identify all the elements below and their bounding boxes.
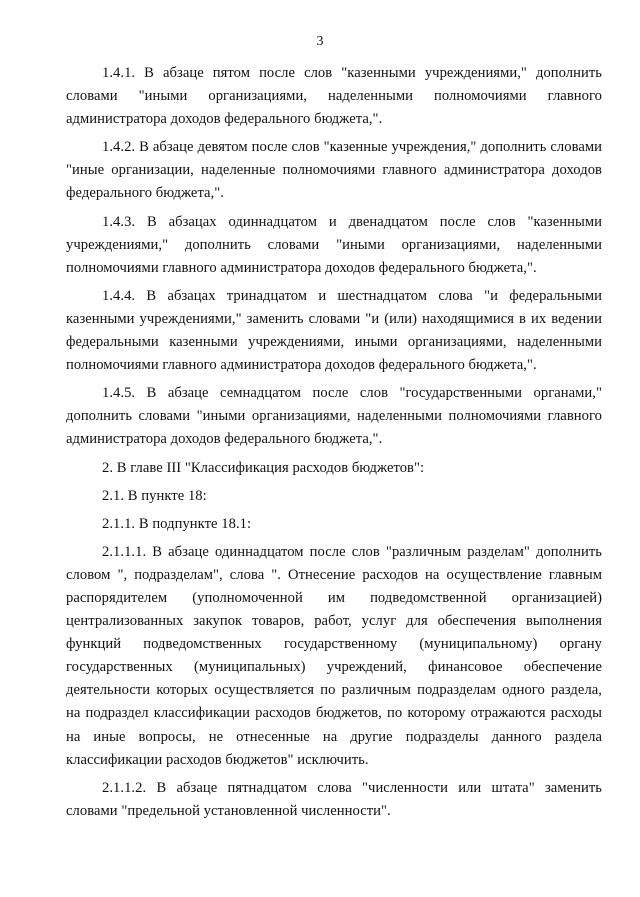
page-number: 3	[316, 34, 324, 49]
paragraph-1-4-1: 1.4.1. В абзаце пятом после слов "казенными учреждениями," дополнить словами "иными организациями, наделенными полномочиями главного администратора доходов федерального бюджета,".	[66, 65, 602, 128]
paragraph-2: 2. В главе III "Классификация расходов бюджетов":	[102, 459, 425, 476]
paragraph-2-1-1-2: 2.1.1.2. В абзаце пятнадцатом слова "численности или штата" заменить словами "предельной установленной численности".	[66, 779, 602, 819]
paragraph-1-4-3: 1.4.3. В абзацах одиннадцатом и двенадцатом после слов "казенными учреждениями," дополнить словами "иными организациями, наделенными полномочиями главного администратора доходов федерального бюджета,".	[66, 213, 602, 276]
paragraph-2-1: 2.1. В пункте 18:	[102, 487, 207, 504]
document-body	[66, 62, 602, 823]
paragraph-2-1-1: 2.1.1. В подпункте 18.1:	[102, 515, 252, 532]
paragraph-1-4-2: 1.4.2. В абзаце девятом после слов "казенные учреждения," дополнить словами "иные организации, наделенные полномочиями главного администратора доходов федерального бюджета,".	[66, 139, 602, 202]
paragraph-1-4-5: 1.4.5. В абзаце семнадцатом после слов "государственными органами," дополнить словами "иными организациями, наделенными полномочиями главного администратора доходов федерального бюджета,".	[66, 385, 602, 448]
paragraph-2-1-1-1: 2.1.1.1. В абзаце одиннадцатом после слов "различным разделам" дополнить словом ", подразделам", слова ". Отнесение расходов на осуществление главным распорядителем (уполномоченной им подведомственной организацией) централизованных закупок товаров, работ, услуг для обеспечения выполнения функций подведомственных государственному (муниципальному) органу государственных (муниципальных) учреждений, финансовое обеспечение деятельности которых осуществляется по различным подразделам одного раздела, на подраздел классификации расходов бюджетов, по которому отражаются расходы на иные вопросы, не отнесенные на другие подразделы данного раздела классификации расходов бюджетов" исключить.	[66, 543, 602, 768]
paragraph-1-4-4: 1.4.4. В абзацах тринадцатом и шестнадцатом слова "и федеральными казенными учреждениями," заменить словами "и (или) находящимися в их ведении федеральными казенными учреждениями, иными организациями, наделенными полномочиями главного администратора доходов федерального бюджета,".	[66, 287, 602, 374]
